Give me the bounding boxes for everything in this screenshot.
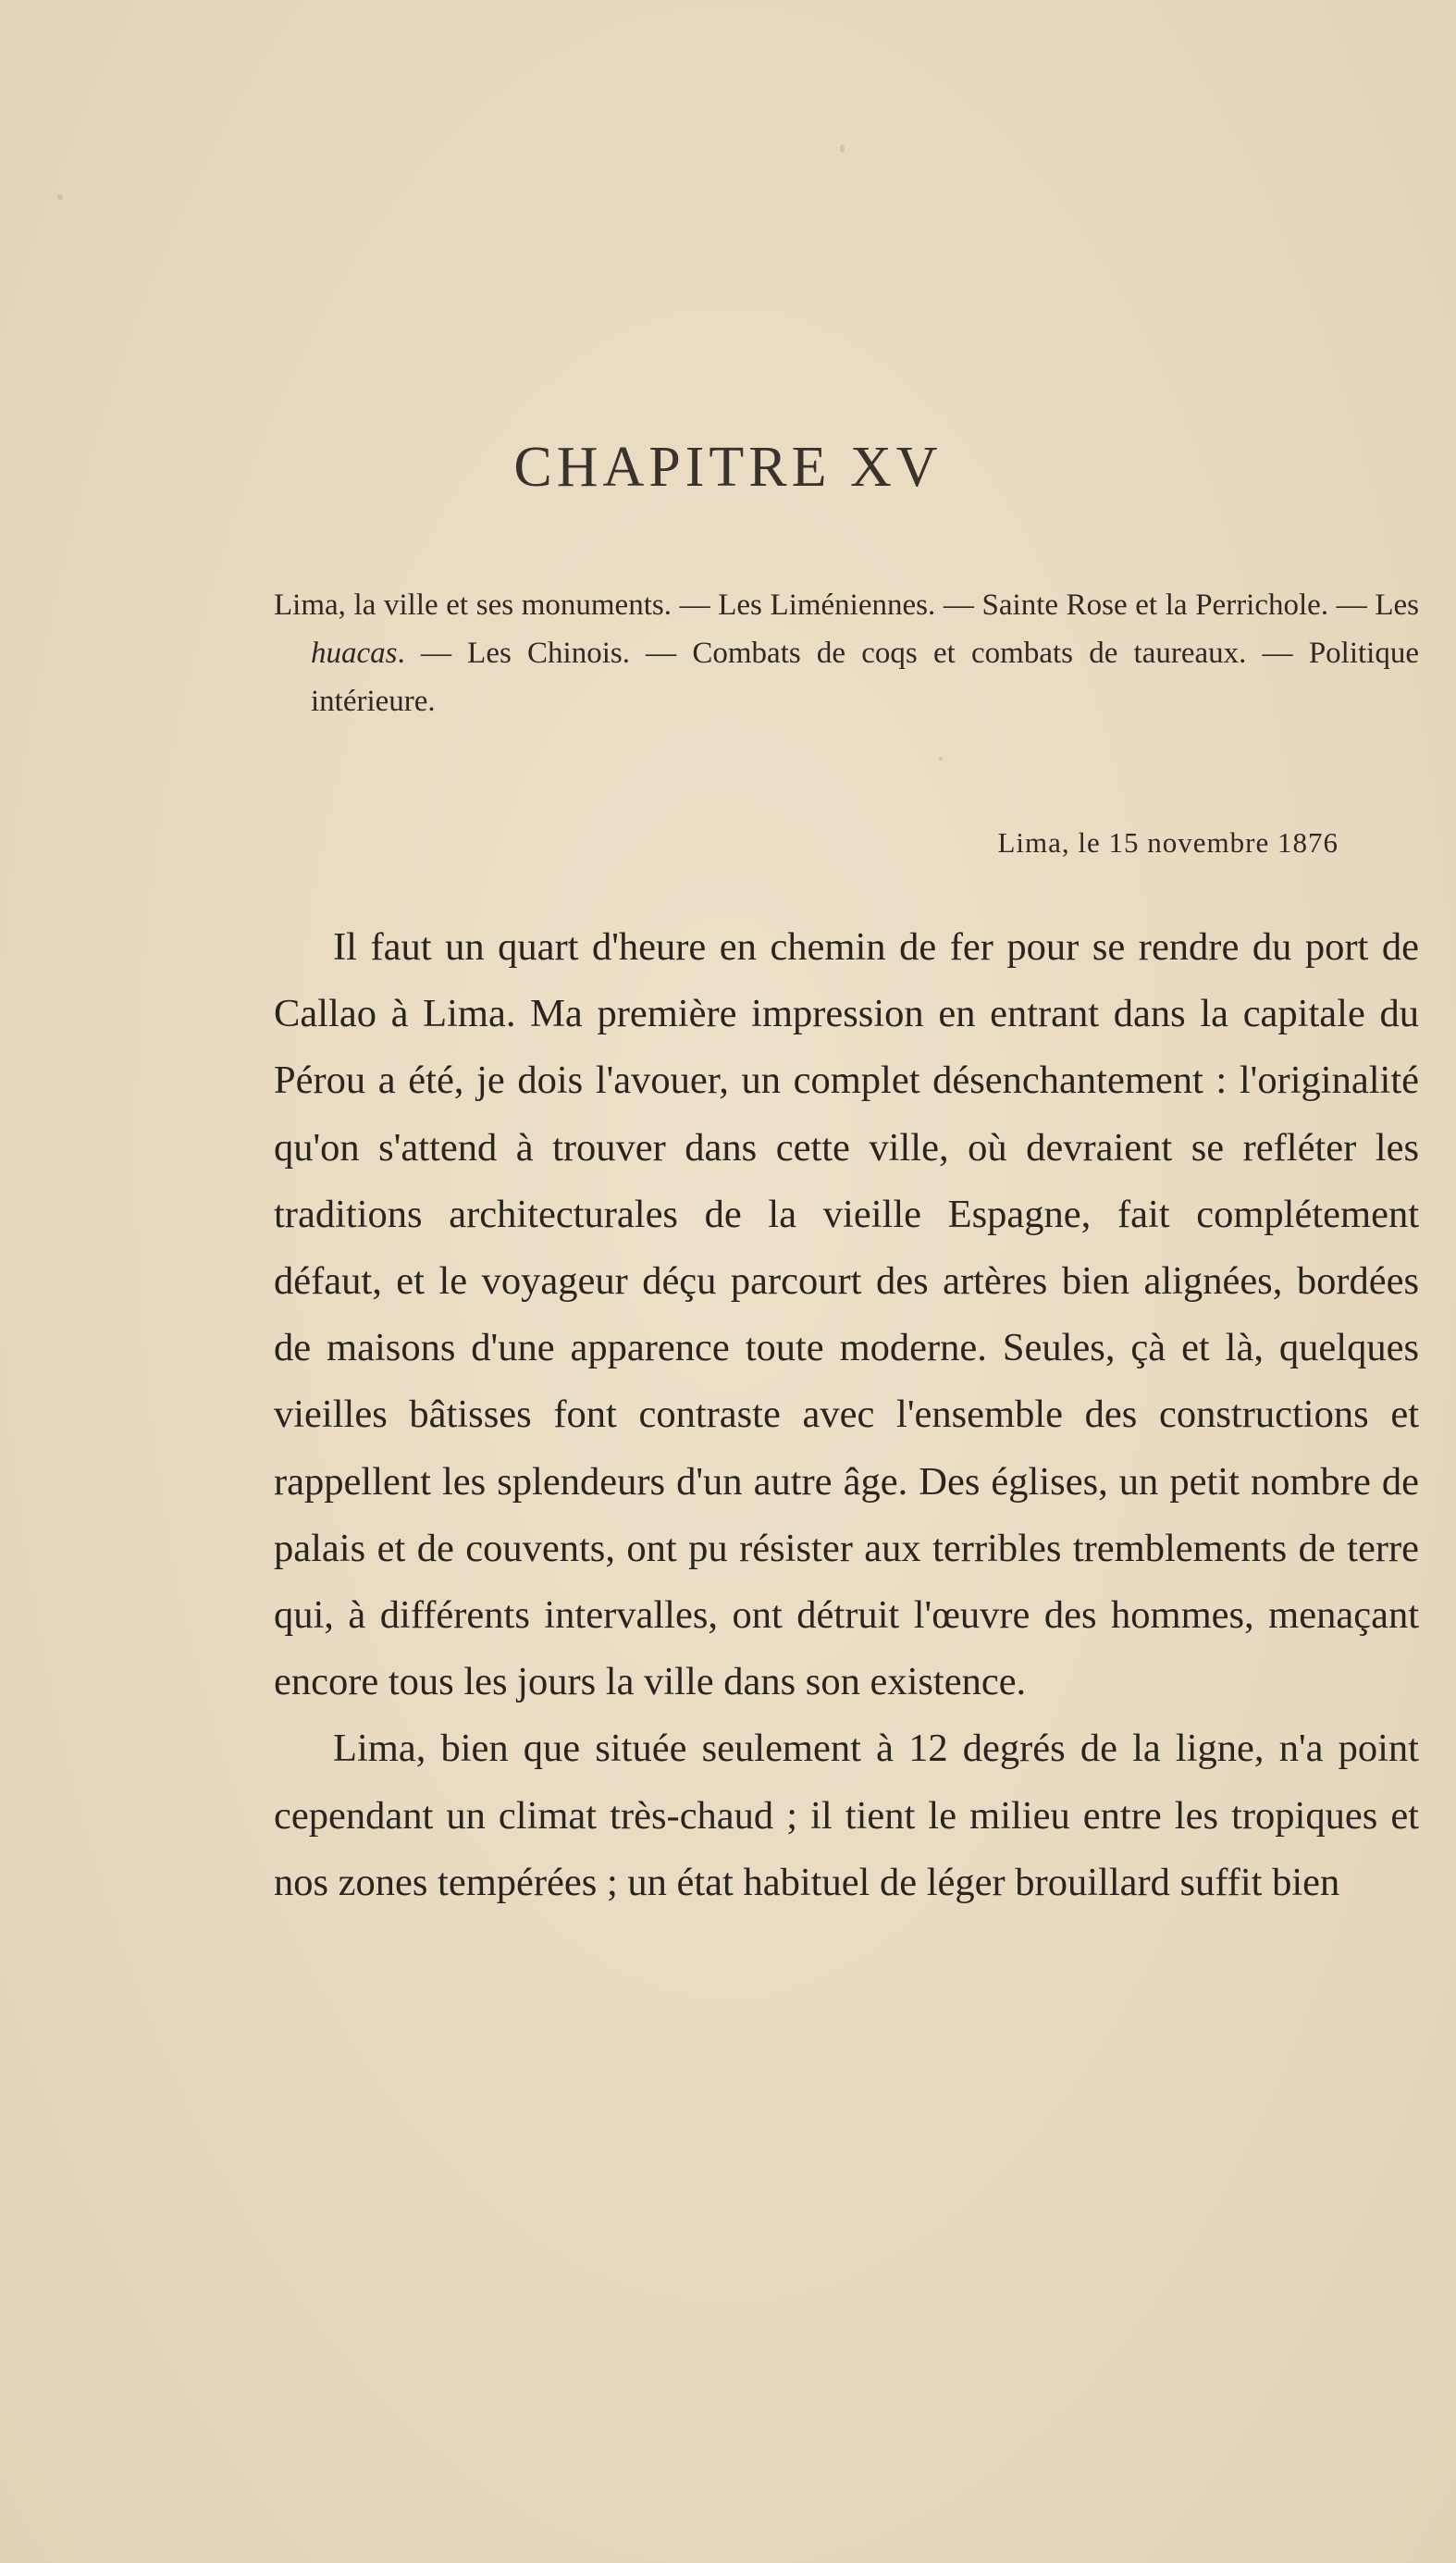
chapter-title: CHAPITRE XV: [513, 436, 943, 499]
paper-speck: [840, 144, 845, 153]
paragraph: Lima, bien que située seulement à 12 degrés de la ligne, n'a point cependant un climat très-chaud ; il tient le milieu entre les tropiques et nos zones tempérées ; un état habituel de léger brouillard suffit bien: [274, 1727, 1419, 1904]
paper-speck: [57, 194, 63, 200]
chapter-summary: [274, 581, 1419, 725]
summary-italic-term: huacas: [311, 637, 398, 670]
body-text: [274, 914, 1419, 1916]
summary-text-start: Lima, la ville et ses monuments. — Les Liméniennes. — Sainte Rose et la Perrichole. — Les: [274, 588, 1419, 622]
paragraph: Il faut un quart d'heure en chemin de fer pour se rendre du port de Callao à Lima. Ma première impression en entrant dans la capitale du Pérou a été, je dois l'avouer, un complet désenchantement : l'originalité qu'on s'attend à trouver dans cette ville, où devraient se refléter les traditions architecturales de la vieille Espagne, fait complétement défaut, et le voyageur déçu parcourt des artères bien alignées, bordées de maisons d'une apparence toute moderne. Seules, çà et là, quelques vieilles bâtisses font contraste avec l'ensemble des constructions et rappellent les splendeurs d'un autre âge. Des églises, un petit nombre de palais et de couvents, ont pu résister aux terribles tremblements de terre qui, à différents intervalles, ont détruit l'œuvre des hommes, menaçant encore tous les jours la ville dans son existence.: [274, 925, 1419, 1704]
summary-text-end: . — Les Chinois. — Combats de coqs et combats de taureaux. — Politique intérieure.: [311, 637, 1419, 718]
dateline: Lima, le 15 novembre 1876: [997, 826, 1339, 859]
paper-speck: [939, 757, 943, 761]
